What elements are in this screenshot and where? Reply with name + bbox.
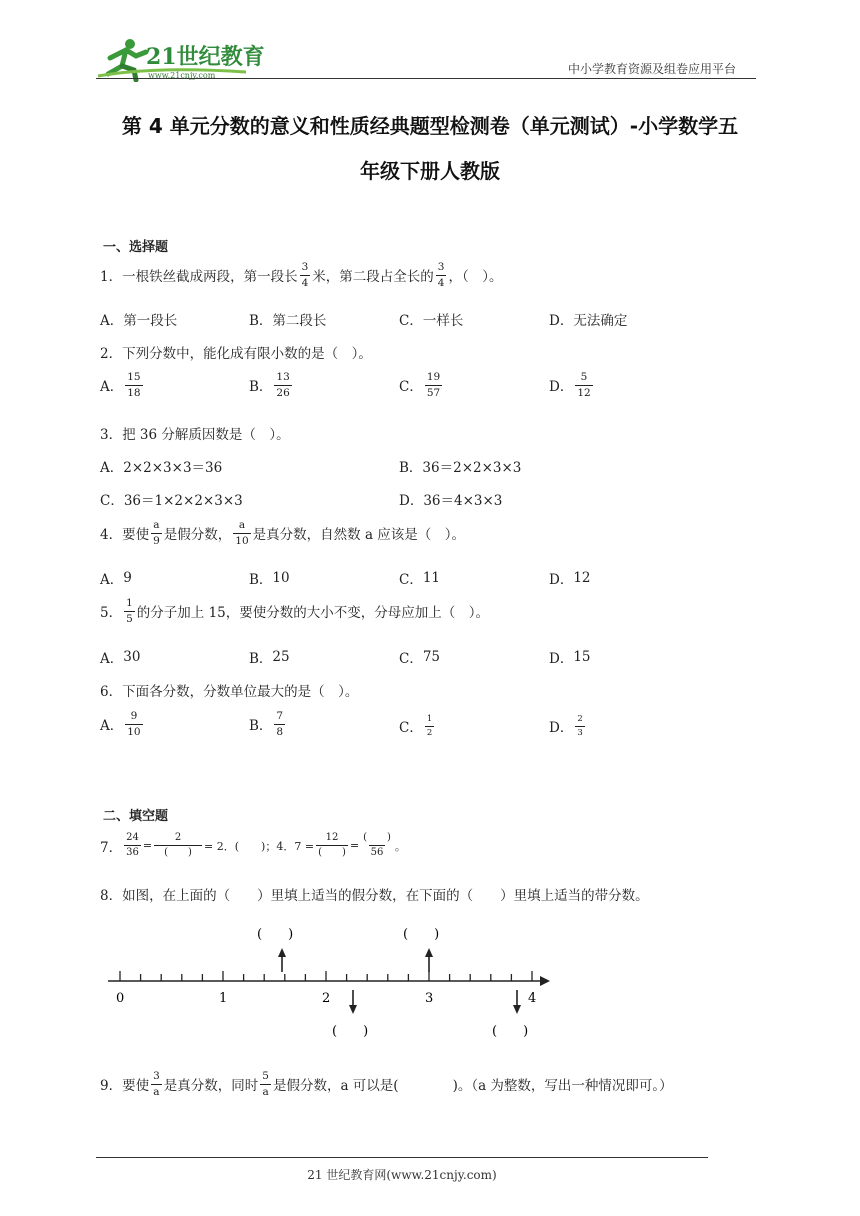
q2-option-c[interactable]: C． $\frac{19}{57}$ bbox=[399, 371, 441, 399]
question-6: 6．下面各分数，分数单位最大的是（ ）。 bbox=[100, 684, 359, 700]
q5-fraction: $\frac{1}{5}$ bbox=[126, 597, 133, 625]
section-choice: 一、选择题 bbox=[103, 240, 169, 255]
q6-option-a[interactable]: A． $\frac{9}{10}$ bbox=[100, 710, 141, 738]
question-5: 5． $\frac{1}{5}$ 的分子加上 15，要使分数的大小不变，分母应加上（ ）。 bbox=[100, 597, 489, 625]
page-title-line2: 年级下册人教版 bbox=[360, 159, 500, 183]
tick-label-0: 0 bbox=[116, 991, 125, 1006]
footer-text[interactable]: 21 世纪教育网(www.21cnjy.com) bbox=[307, 1168, 497, 1182]
question-4: 4． 要使 $\frac{a}{9}$ 是假分数， $\frac{a}{10}$ 是真分数，自然数 a 应该是（ ）。 bbox=[100, 519, 466, 547]
q1-fraction2: $\frac{3}{4}$ bbox=[437, 261, 445, 289]
q3-option-a[interactable]: A． 2×2×3×3＝36 bbox=[100, 460, 223, 476]
q4-fraction2: $\frac{a}{10}$ bbox=[235, 519, 249, 547]
q7-blank2[interactable]: $\frac{12}{( )}$ bbox=[318, 832, 346, 858]
header-divider bbox=[96, 78, 756, 79]
question-8: 8．如图，在上面的（ ）里填上适当的假分数，在下面的（ ）里填上适当的带分数。 bbox=[100, 888, 649, 904]
q6-option-d[interactable]: D． $\frac{2}{3}$ bbox=[549, 714, 583, 738]
tick-label-1: 1 bbox=[219, 991, 228, 1006]
q3-option-c[interactable]: C． 36＝1×2×2×3×3 bbox=[100, 493, 243, 509]
q1-fraction1: $\frac{3}{4}$ bbox=[301, 261, 309, 289]
footer-divider bbox=[96, 1157, 708, 1158]
question-3: 3．把 36 分解质因数是（ ）。 bbox=[100, 427, 290, 443]
q3-option-b[interactable]: B． 36＝2×2×3×3 bbox=[399, 460, 522, 476]
q2-option-a[interactable]: A． $\frac{15}{18}$ bbox=[100, 371, 141, 399]
runner-logo-icon bbox=[96, 36, 266, 82]
logo-text: 21世纪教育 bbox=[146, 44, 265, 70]
up-arrow-2 bbox=[425, 948, 433, 972]
question-2: 2．下列分数中，能化成有限小数的是（ ）。 bbox=[100, 346, 372, 362]
q4-option-c[interactable]: C． 11 bbox=[399, 570, 441, 588]
q5-option-b[interactable]: B． 25 bbox=[249, 649, 290, 667]
q4-option-b[interactable]: B． 10 bbox=[249, 570, 290, 588]
q4-option-d[interactable]: D． 12 bbox=[549, 570, 591, 588]
number-line-blank-upper-1[interactable]: ( ) bbox=[257, 927, 294, 942]
number-line-blank-lower-1[interactable]: ( ) bbox=[332, 1024, 369, 1039]
q3-option-d[interactable]: D． 36＝4×3×3 bbox=[399, 493, 503, 509]
down-arrow-1 bbox=[349, 990, 357, 1014]
question-1 bbox=[100, 262, 502, 288]
q7-blank1[interactable]: $\frac{2}{( )}$ bbox=[154, 833, 202, 858]
logo-url: www.21cnjy.com bbox=[148, 71, 216, 80]
q1-option-c[interactable]: C． 一样长 bbox=[399, 313, 464, 329]
q1-option-b[interactable]: B． 第二段长 bbox=[249, 313, 327, 329]
number-line-blank-lower-2[interactable]: ( ) bbox=[492, 1024, 529, 1039]
down-arrow-2 bbox=[513, 990, 521, 1014]
q5-option-c[interactable]: C． 75 bbox=[399, 649, 441, 667]
number-line-ticks bbox=[120, 971, 532, 981]
q9-fraction1: $\frac{3}{a}$ bbox=[153, 1070, 160, 1098]
question-9: 9． 要使 $\frac{3}{a}$ 是真分数，同时 $\frac{5}{a}$ 是假分数，a 可以是( )。（a 为整数，写出一种情况即可。） bbox=[100, 1070, 673, 1098]
q5-option-a[interactable]: A． 30 bbox=[100, 649, 141, 667]
tick-label-2: 2 bbox=[322, 991, 331, 1006]
q1-text2: 米，第二段占全长的 bbox=[312, 269, 434, 285]
q9-fraction2: $\frac{5}{a}$ bbox=[262, 1070, 269, 1098]
number-line-arrowhead bbox=[540, 976, 550, 986]
tick-label-4: 4 bbox=[528, 991, 537, 1006]
section-fill: 二、填空题 bbox=[103, 809, 169, 824]
q1-text3: ，（ ）。 bbox=[448, 269, 503, 285]
q6-option-b[interactable]: B． $\frac{7}{8}$ bbox=[249, 710, 284, 738]
number-line-figure bbox=[100, 920, 560, 1045]
q1-option-a[interactable]: A． 第一段长 bbox=[100, 313, 178, 329]
q2-option-b[interactable]: B． $\frac{13}{26}$ bbox=[249, 371, 290, 399]
platform-name: 中小学教育资源及组卷应用平台 bbox=[568, 62, 737, 76]
q1-option-d[interactable]: D． 无法确定 bbox=[549, 313, 628, 329]
page-title-line1: 第 4 单元分数的意义和性质经典题型检测卷（单元测试）-小学数学五 bbox=[121, 114, 739, 138]
number-line-blank-upper-2[interactable]: ( ) bbox=[403, 927, 440, 942]
q1-number: 1． bbox=[100, 269, 123, 285]
q6-option-c[interactable]: C． $\frac{1}{2}$ bbox=[399, 714, 433, 738]
q4-fraction1: $\frac{a}{9}$ bbox=[153, 519, 160, 547]
up-arrow-1 bbox=[278, 948, 286, 972]
tick-label-3: 3 bbox=[425, 991, 434, 1006]
question-7: 7． $\frac{24}{36}$ = $\frac{2}{( )}$ = 2．( )；4．7 = $\frac{12}{( )}$ = $\frac{( )}{56}$ 。 bbox=[100, 832, 406, 858]
site-logo bbox=[96, 36, 266, 82]
q2-option-d[interactable]: D． $\frac{5}{12}$ bbox=[549, 371, 591, 399]
q5-option-d[interactable]: D． 15 bbox=[549, 649, 591, 667]
q1-text1: 一根铁丝截成两段，第一段长 bbox=[122, 269, 298, 285]
q4-option-a[interactable]: A． 9 bbox=[100, 570, 132, 588]
q7-blank3[interactable]: $\frac{( )}{56}$ bbox=[363, 832, 391, 858]
